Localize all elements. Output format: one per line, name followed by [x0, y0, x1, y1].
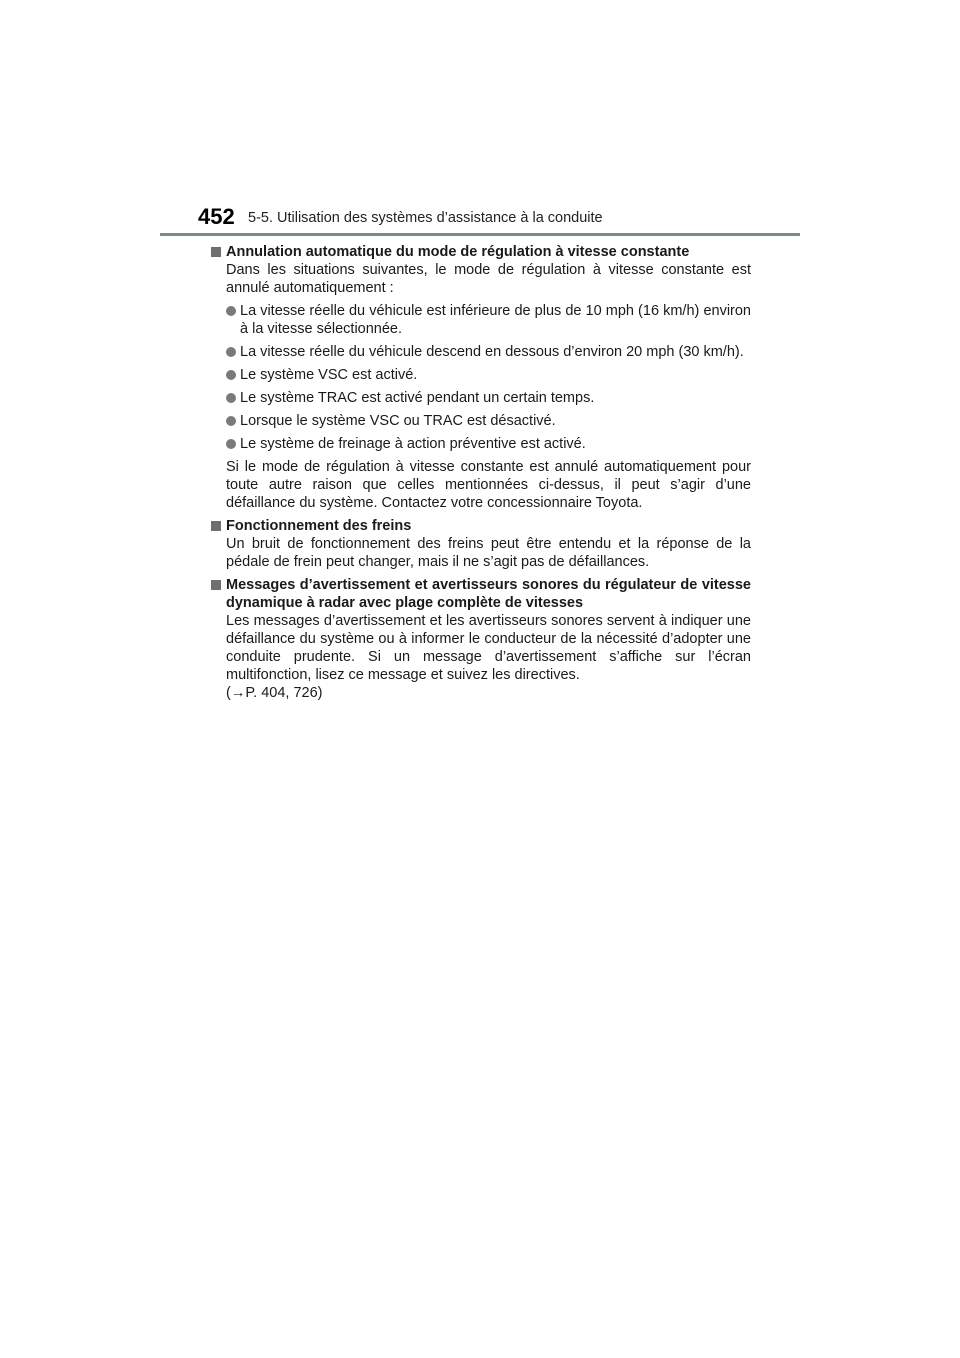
square-bullet-icon	[211, 521, 221, 531]
list-item-text: Le système TRAC est activé pendant un certain temps.	[240, 390, 595, 406]
list-item	[211, 343, 751, 361]
page-content	[211, 243, 751, 707]
section-heading-text: Messages d’avertissement et avertisseurs sonores du régulateur de vitesse dynamique à radar avec plage complète de vitesses	[226, 577, 751, 611]
condition-list	[211, 302, 751, 453]
section-body: Les messages d’avertissement et les avertisseurs sonores servent à indiquer une défaillance du système ou à informer le conducteur de la nécessité d’adopter une conduite prudente. Si un message d’avertissement s’affiche sur l’écran multifonction, lisez ce message et suivez les directives.	[226, 613, 751, 683]
section-heading-text: Fonctionnement des freins	[226, 518, 412, 534]
section-heading-text: Annulation automatique du mode de régulation à vitesse constante	[226, 244, 690, 260]
round-bullet-icon	[226, 306, 236, 316]
list-item-text: Le système VSC est activé.	[240, 367, 418, 383]
list-item	[211, 302, 751, 338]
round-bullet-icon	[226, 416, 236, 426]
section-brake-operation	[211, 517, 751, 571]
page-reference-link[interactable]: (→P. 404, 726)	[226, 685, 323, 701]
list-item	[211, 412, 751, 430]
section-auto-cancel	[211, 243, 751, 512]
list-item	[211, 435, 751, 453]
section-heading	[211, 517, 751, 535]
page-number: 452	[198, 204, 235, 229]
square-bullet-icon	[211, 247, 221, 257]
section-heading	[211, 243, 751, 261]
round-bullet-icon	[226, 370, 236, 380]
section-title: 5-5. Utilisation des systèmes d’assistance à la conduite	[248, 210, 603, 226]
round-bullet-icon	[226, 439, 236, 449]
section-heading	[211, 576, 751, 612]
list-item-text: La vitesse réelle du véhicule est inférieure de plus de 10 mph (16 km/h) environ à la vitesse sélectionnée.	[240, 303, 751, 337]
list-item-text: La vitesse réelle du véhicule descend en dessous d’environ 20 mph (30 km/h).	[240, 344, 744, 360]
section-outro: Si le mode de régulation à vitesse constante est annulé automatiquement pour toute autre raison que celles mentionnées ci-dessus, il peut s’agir d’une défaillance du système. Contactez votre concessionnaire Toyota.	[226, 459, 751, 511]
round-bullet-icon	[226, 347, 236, 357]
list-item	[211, 366, 751, 384]
section-body: Un bruit de fonctionnement des freins peut être entendu et la réponse de la pédale de frein peut changer, mais il ne s’agit pas de défaillances.	[226, 536, 751, 570]
section-intro: Dans les situations suivantes, le mode de régulation à vitesse constante est annulé automatiquement :	[226, 262, 751, 296]
page-header	[198, 200, 800, 236]
list-item-text: Le système de freinage à action préventive est activé.	[240, 436, 586, 452]
list-item	[211, 389, 751, 407]
header-divider	[160, 233, 800, 236]
round-bullet-icon	[226, 393, 236, 403]
list-item-text: Lorsque le système VSC ou TRAC est désactivé.	[240, 413, 556, 429]
section-warning-messages	[211, 576, 751, 702]
square-bullet-icon	[211, 580, 221, 590]
